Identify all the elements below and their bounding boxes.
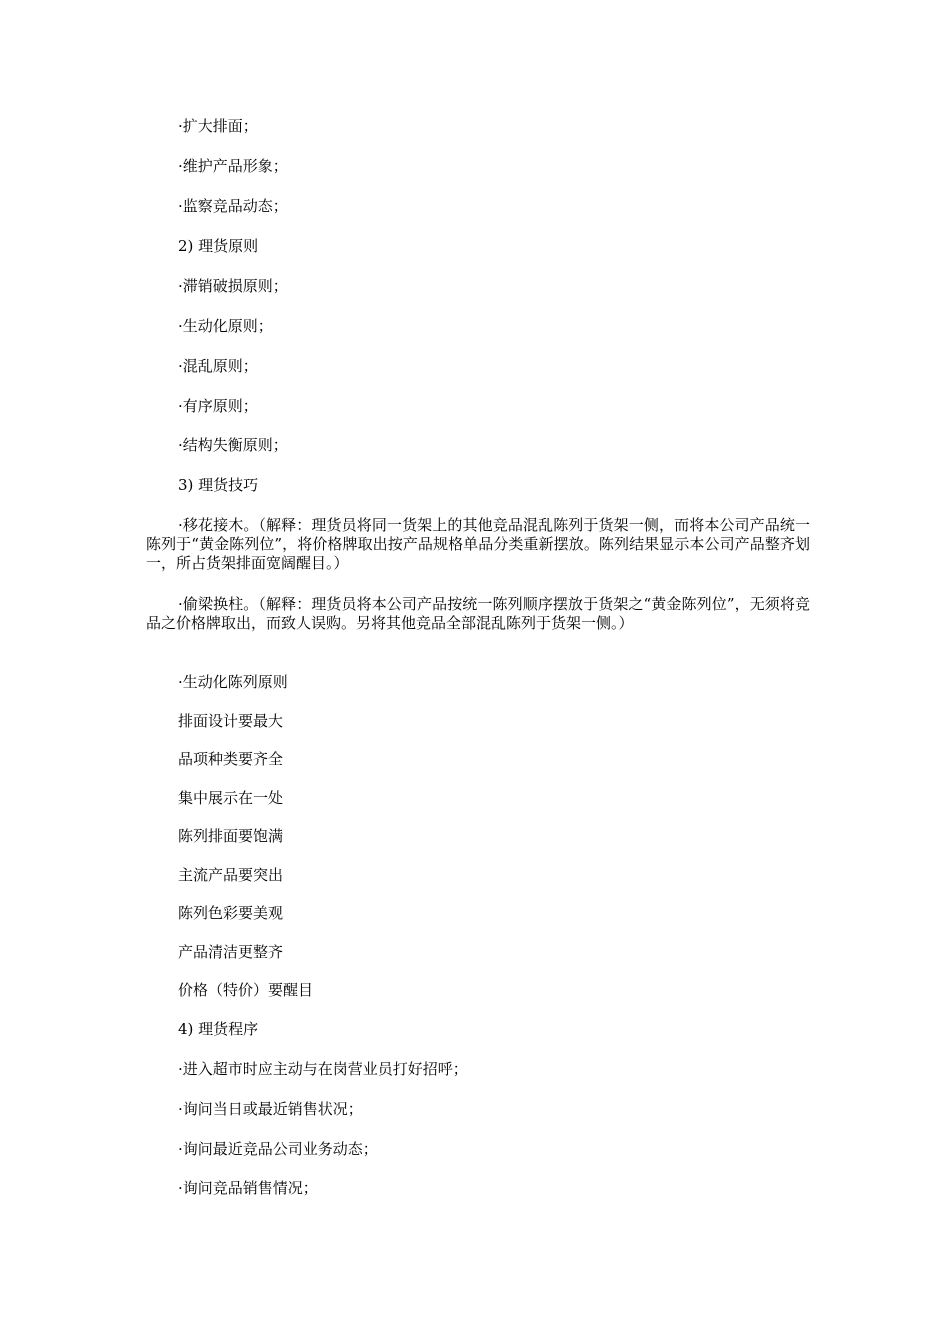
paragraph-explanation-2: ·偷梁换柱。（解释：理货员将本公司产品按统一陈列顺序摆放于货架之“黄金陈列位”，无须将竞品之价格牌取出，而致人误购。另将其他竞品全部混乱陈列于货架一侧。） — [146, 595, 810, 632]
text-line: 品项种类要齐全 — [178, 750, 284, 768]
text-line: ·混乱原则； — [178, 357, 258, 375]
text-line: ·生动化陈列原则 — [178, 673, 288, 691]
text-line: 陈列排面要饱满 — [178, 827, 284, 845]
section-heading: 4) 理货程序 — [178, 1020, 259, 1038]
text-line: ·询问最近竞品公司业务动态； — [178, 1140, 378, 1158]
text-line: 价格（特价）要醒目 — [178, 981, 314, 999]
text-line: ·询问竞品销售情况； — [178, 1179, 318, 1197]
text-line: ·询问当日或最近销售状况； — [178, 1100, 363, 1118]
text-line: 陈列色彩要美观 — [178, 904, 284, 922]
text-line: 主流产品要突出 — [178, 866, 284, 884]
text-line: ·扩大排面； — [178, 117, 258, 135]
text-line: ·监察竞品动态； — [178, 197, 288, 215]
text-line: 产品清洁更整齐 — [178, 943, 284, 961]
section-heading: 2) 理货原则 — [178, 237, 259, 255]
text-line: 集中展示在一处 — [178, 789, 284, 807]
text-line: ·维护产品形象； — [178, 157, 288, 175]
text-line: ·生动化原则； — [178, 317, 273, 335]
text-line: ·有序原则； — [178, 397, 258, 415]
section-heading: 3) 理货技巧 — [178, 476, 259, 494]
text-line: 排面设计要最大 — [178, 712, 284, 730]
text-line: ·结构失衡原则； — [178, 436, 288, 454]
text-line: ·进入超市时应主动与在岗营业员打好招呼； — [178, 1060, 468, 1078]
text-line: ·滞销破损原则； — [178, 277, 288, 295]
paragraph-explanation-1: ·移花接木。（解释：理货员将同一货架上的其他竞品混乱陈列于货架一侧，而将本公司产品统一陈列于“黄金陈列位”，将价格牌取出按产品规格单品分类重新摆放。陈列结果显示本公司产品整齐划一，所占货架排面宽阔醒目。） — [146, 516, 810, 572]
